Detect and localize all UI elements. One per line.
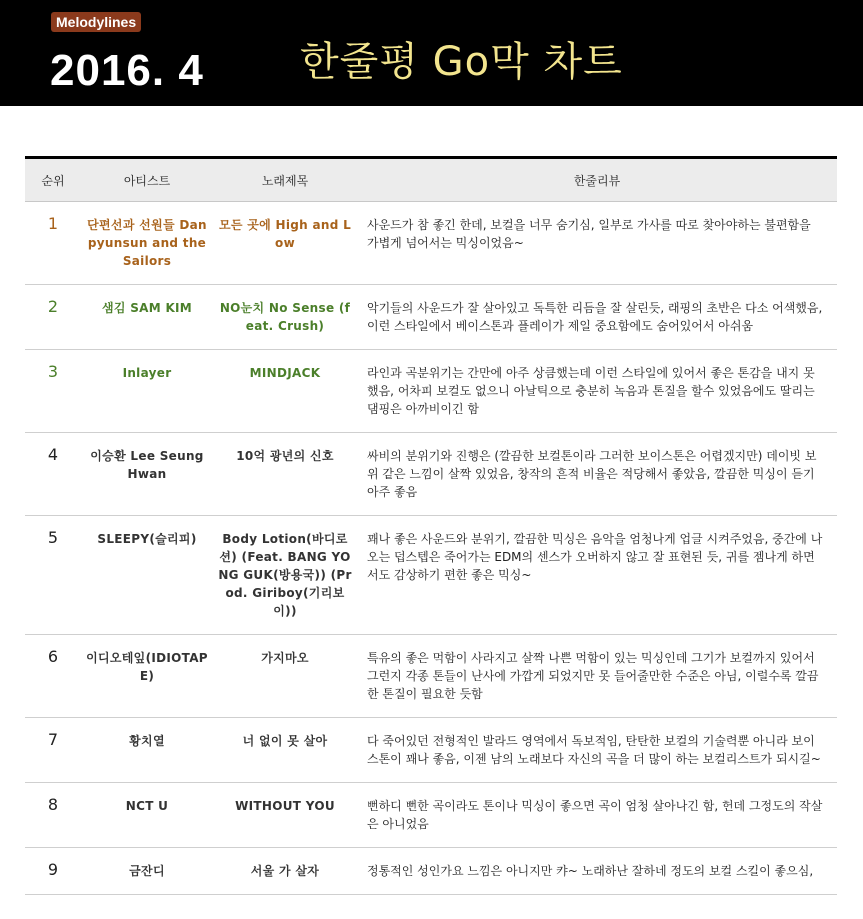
table-row xyxy=(25,433,837,516)
table-row xyxy=(25,285,837,350)
song-cell: NO눈치 No Sense (feat. Crush) xyxy=(213,285,357,350)
table-row xyxy=(25,718,837,783)
review-cell: 싸비의 분위기와 진행은 (깔끔한 보컬톤이라 그러한 보이스톤은 어렵겠지만) 데이빗 보위 같은 느낌이 살짝 있었음, 창작의 흔적 비율은 적당해서 좋았음, 깔끔한 믹싱이 듣기 아주 좋음 xyxy=(357,433,837,516)
artist-cell: NCT U xyxy=(81,783,213,848)
col-artist-header: 아티스트 xyxy=(81,159,213,202)
table-row xyxy=(25,848,837,895)
artist-cell: 이승환 Lee Seung Hwan xyxy=(81,433,213,516)
table-header-row xyxy=(25,159,837,202)
rank-cell: 5 xyxy=(25,516,81,635)
artist-cell: 샘김 SAM KIM xyxy=(81,285,213,350)
artist-cell: Inlayer xyxy=(81,350,213,433)
chart-date: 2016. 4 xyxy=(50,46,204,95)
review-cell: 꽤나 좋은 사운드와 분위기, 깔끔한 믹싱은 음악을 엄청나게 업글 시켜주었음, 중간에 나오는 덥스텝은 죽어가는 EDM의 센스가 오버하지 않고 잘 표현된 듯, 귀를 젬나게 하면서도 감상하기 편한 좋은 믹싱~ xyxy=(357,516,837,635)
review-cell: 뻔하디 뻔한 곡이라도 톤이나 믹싱이 좋으면 곡이 엄청 살아나긴 함, 헌데 그정도의 작살은 아니었음 xyxy=(357,783,837,848)
song-cell: 서울 가 살자 xyxy=(213,848,357,895)
chart-table xyxy=(25,156,837,895)
rank-cell: 8 xyxy=(25,783,81,848)
rank-cell: 7 xyxy=(25,718,81,783)
rank-cell: 9 xyxy=(25,848,81,895)
rank-cell: 1 xyxy=(25,202,81,285)
review-cell: 정통적인 성인가요 느낌은 아니지만 캬~ 노래하난 잘하네 정도의 보컬 스킬이 좋으심, xyxy=(357,848,837,895)
table-row xyxy=(25,783,837,848)
header-banner xyxy=(0,0,863,106)
song-cell: Body Lotion(바디로션) (Feat. BANG YONG GUK(방용국)) (Prod. Giriboy(기리보이)) xyxy=(213,516,357,635)
review-cell: 악기들의 사운드가 잘 살아있고 독특한 리듬을 잘 살린듯, 래핑의 초반은 다소 어색했음, 이런 스타일에서 베이스톤과 플레이가 제일 중요함에도 숨어있어서 아쉬움 xyxy=(357,285,837,350)
rank-cell: 4 xyxy=(25,433,81,516)
review-cell: 라인과 곡분위기는 간만에 아주 상큼했는데 이런 스타일에 있어서 좋은 톤감을 내지 못했음, 어차피 보컬도 없으니 아날틱으로 충분히 녹음과 톤질을 할수 있었음에도 딸리는 댐핑은 아까비이긴 함 xyxy=(357,350,837,433)
artist-cell: SLEEPY(슬리피) xyxy=(81,516,213,635)
table-row xyxy=(25,202,837,285)
song-cell: 10억 광년의 신호 xyxy=(213,433,357,516)
table-row xyxy=(25,516,837,635)
artist-cell: 단편선과 선원들 Danpyunsun and the Sailors xyxy=(81,202,213,285)
review-cell: 다 죽어있던 전형적인 발라드 영역에서 독보적임, 탄탄한 보컬의 기술력뿐 아니라 보이스톤이 꽤나 좋음, 이젠 남의 노래보다 자신의 곡을 더 많이 하는 보컬리스트가 되시길~ xyxy=(357,718,837,783)
brand-badge: Melodylines xyxy=(51,12,141,32)
artist-cell: 황치열 xyxy=(81,718,213,783)
rank-cell: 6 xyxy=(25,635,81,718)
chart-title: 한줄평 Go막 차트 xyxy=(300,39,623,85)
rank-cell: 3 xyxy=(25,350,81,433)
song-cell: 모든 곳에 High and Low xyxy=(213,202,357,285)
col-review-header: 한줄리뷰 xyxy=(357,159,837,202)
song-cell: MINDJACK xyxy=(213,350,357,433)
song-cell: WITHOUT YOU xyxy=(213,783,357,848)
song-cell: 너 없이 못 살아 xyxy=(213,718,357,783)
col-rank-header: 순위 xyxy=(25,159,81,202)
artist-cell: 금잔디 xyxy=(81,848,213,895)
song-cell: 가지마오 xyxy=(213,635,357,718)
table-row xyxy=(25,635,837,718)
rank-cell: 2 xyxy=(25,285,81,350)
review-cell: 특유의 좋은 먹함이 사라지고 살짝 나쁜 먹함이 있는 믹싱인데 그기가 보컬까지 있어서 그런지 각종 톤들이 난사에 가깝게 되었지만 못 들어줄만한 수준은 아님, 이럴수록 깔끔한 톤질이 필요한 듯함 xyxy=(357,635,837,718)
table-row xyxy=(25,350,837,433)
artist-cell: 이디오테잎(IDIOTAPE) xyxy=(81,635,213,718)
col-song-header: 노래제목 xyxy=(213,159,357,202)
review-cell: 사운드가 참 좋긴 한데, 보컬을 너무 숨기심, 일부로 가사를 따로 찾아야하는 불편함을 가볍게 넘어서는 믹싱이었음~ xyxy=(357,202,837,285)
